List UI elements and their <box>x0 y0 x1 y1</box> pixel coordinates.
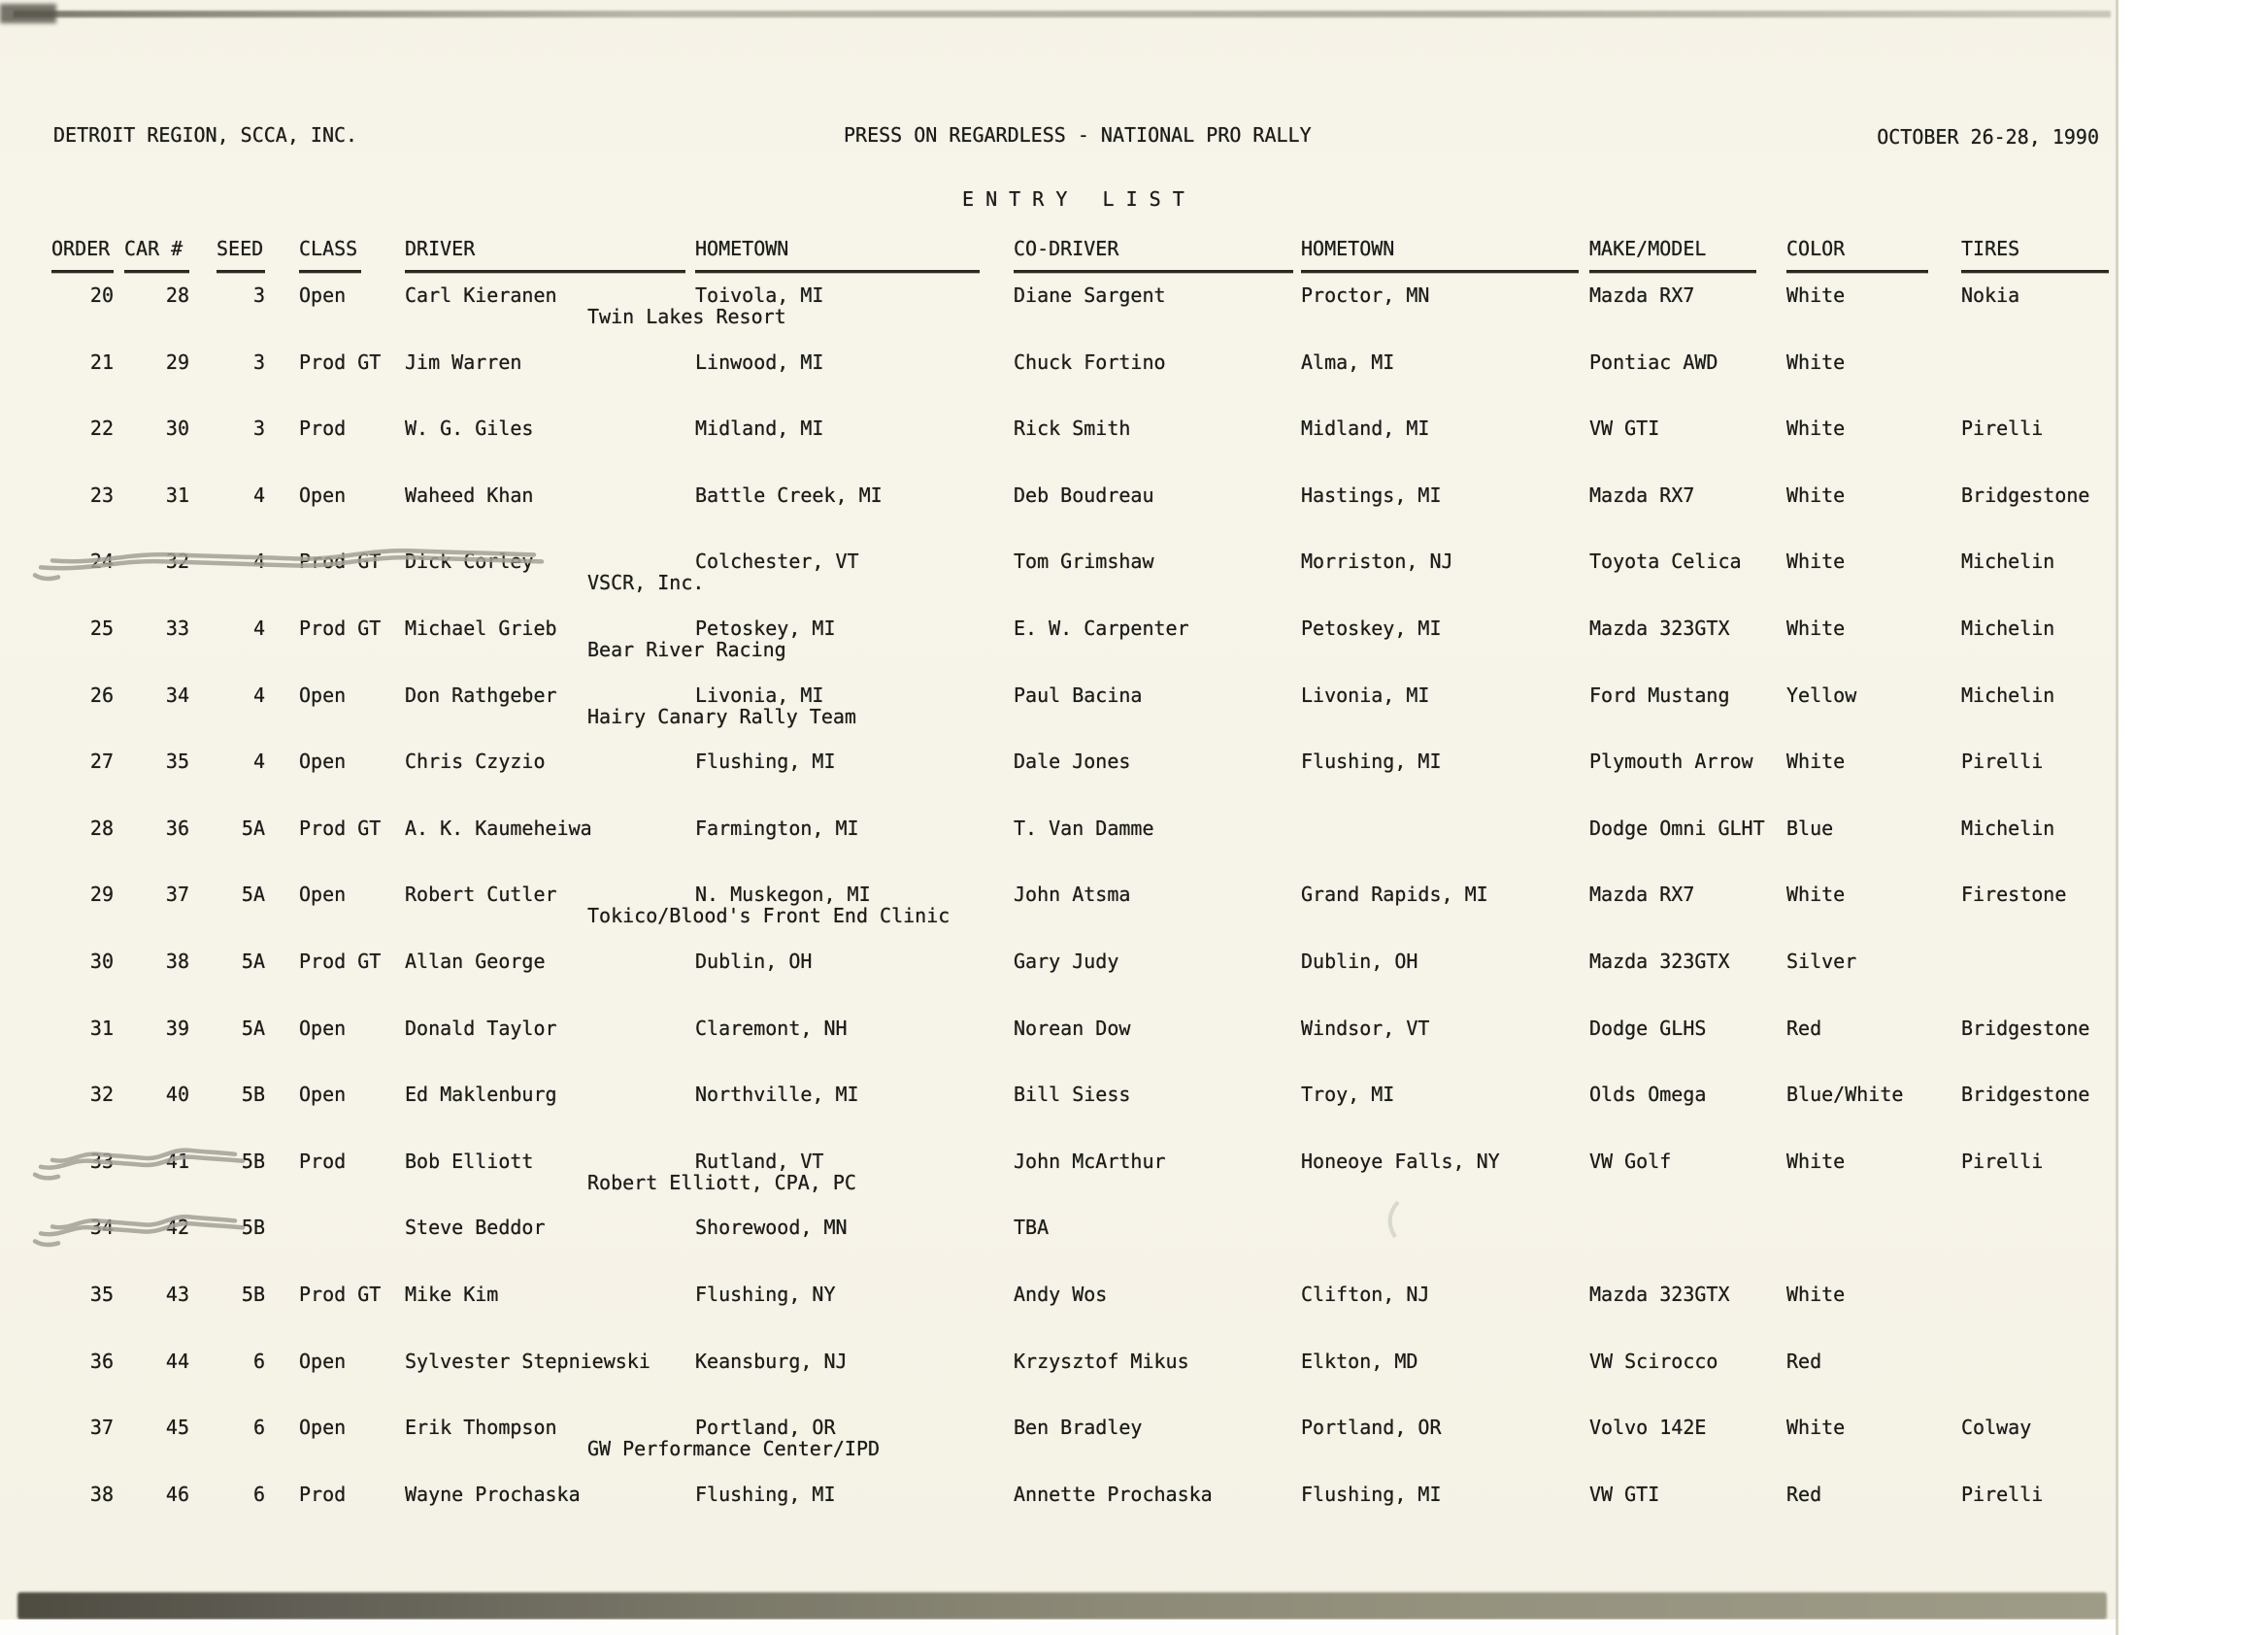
cell-hometown: Farmington, MI <box>695 816 859 840</box>
column-underline-seed <box>217 270 265 273</box>
cell-order: 20 <box>89 284 114 307</box>
table-row <box>0 883 2118 931</box>
table-row <box>0 950 2118 998</box>
cell-make: VW Scirocco <box>1589 1349 1718 1373</box>
cell-codriver: John Atsma <box>1014 883 1131 907</box>
cell-class: Open <box>299 284 347 307</box>
cell-seed: 5A <box>241 950 265 973</box>
cell-color: Yellow <box>1786 683 1857 707</box>
column-header-tires: TIRES <box>1961 237 2020 260</box>
cell-tires: Michelin <box>1961 683 2055 707</box>
cell-car: 35 <box>165 750 189 774</box>
cell-co_hometown: Livonia, MI <box>1301 683 1430 707</box>
cell-seed: 5A <box>241 1016 265 1040</box>
cell-order: 35 <box>89 1283 114 1306</box>
cell-driver: Chris Czyzio <box>405 750 546 774</box>
cell-driver: Robert Cutler <box>405 883 557 907</box>
cell-hometown: Northville, MI <box>695 1083 859 1107</box>
cell-co_hometown: Elkton, MD <box>1301 1349 1418 1373</box>
cell-tires: Nokia <box>1961 284 2020 307</box>
cell-hometown: Flushing, NY <box>695 1283 836 1306</box>
table-row <box>0 1350 2118 1398</box>
cell-order: 37 <box>89 1416 114 1440</box>
cell-class: Prod GT <box>299 1283 382 1306</box>
cell-class: Prod <box>299 1482 347 1506</box>
cell-color: Blue <box>1786 816 1834 840</box>
scan-artifact-top-edge <box>14 11 2111 17</box>
cell-hometown: Colchester, VT <box>695 550 859 574</box>
cell-class: Prod GT <box>299 350 382 374</box>
cell-car: 40 <box>165 1083 189 1107</box>
cell-driver: Ed Maklenburg <box>405 1083 557 1107</box>
cell-car: 31 <box>165 483 189 507</box>
cell-car: 34 <box>165 683 189 707</box>
cell-seed: 5B <box>241 1083 265 1107</box>
cell-make: Mazda RX7 <box>1589 483 1695 507</box>
cell-seed: 3 <box>252 350 265 374</box>
table-row <box>0 1483 2118 1531</box>
cell-color: White <box>1786 1416 1846 1440</box>
cell-hometown: Toivola, MI <box>695 284 824 307</box>
team-sponsor-line: Bear River Racing <box>587 638 786 661</box>
cell-hometown: Rutland, VT <box>695 1149 824 1173</box>
column-underline-hometown <box>695 270 980 273</box>
cell-hometown: Shorewood, MN <box>695 1216 848 1240</box>
cell-driver: W. G. Giles <box>405 417 534 441</box>
cell-driver: Allan George <box>405 950 546 973</box>
cell-driver: Sylvester Stepniewski <box>405 1349 650 1373</box>
cell-class: Open <box>299 683 347 707</box>
cell-order: 36 <box>89 1349 114 1373</box>
table-row <box>0 550 2118 598</box>
cell-order: 38 <box>89 1482 114 1506</box>
cell-make: VW GTI <box>1589 417 1660 441</box>
cell-hometown: Battle Creek, MI <box>695 483 883 507</box>
team-sponsor-line: Twin Lakes Resort <box>587 305 786 328</box>
cell-make: Mazda 323GTX <box>1589 1283 1730 1306</box>
cell-class: Open <box>299 1416 347 1440</box>
cell-codriver: Andy Wos <box>1014 1283 1108 1306</box>
cell-order: 32 <box>89 1083 114 1107</box>
cell-co_hometown: Portland, OR <box>1301 1416 1442 1440</box>
cell-class: Prod GT <box>299 617 382 640</box>
table-row <box>0 1017 2118 1065</box>
cell-co_hometown: Hastings, MI <box>1301 483 1442 507</box>
table-row <box>0 750 2118 798</box>
cell-make: Volvo 142E <box>1589 1416 1707 1440</box>
cell-car: 41 <box>165 1149 189 1173</box>
cell-seed: 5B <box>241 1283 265 1306</box>
cell-driver: Jim Warren <box>405 350 522 374</box>
cell-codriver: Rick Smith <box>1014 417 1131 441</box>
cell-make: Mazda RX7 <box>1589 284 1695 307</box>
cell-codriver: Deb Boudreau <box>1014 483 1154 507</box>
column-underline-driver <box>405 270 685 273</box>
cell-co_hometown: Windsor, VT <box>1301 1016 1430 1040</box>
cell-class: Open <box>299 1349 347 1373</box>
cell-driver: Carl Kieranen <box>405 284 557 307</box>
cell-color: White <box>1786 1149 1846 1173</box>
cell-driver: Dick Corley <box>405 550 534 574</box>
document-org: DETROIT REGION, SCCA, INC. <box>53 123 358 147</box>
cell-codriver: Norean Dow <box>1014 1016 1131 1040</box>
cell-tires: Michelin <box>1961 816 2055 840</box>
cell-order: 25 <box>89 617 114 640</box>
cell-make: VW GTI <box>1589 1482 1660 1506</box>
cell-make: Ford Mustang <box>1589 683 1730 707</box>
cell-car: 32 <box>165 550 189 574</box>
cell-driver: Mike Kim <box>405 1283 499 1306</box>
cell-class: Open <box>299 750 347 774</box>
cell-car: 29 <box>165 350 189 374</box>
cell-tires: Firestone <box>1961 883 2067 907</box>
cell-color: White <box>1786 350 1846 374</box>
table-row <box>0 350 2118 399</box>
cell-car: 42 <box>165 1216 189 1240</box>
cell-class: Prod GT <box>299 816 382 840</box>
cell-codriver: John McArthur <box>1014 1149 1166 1173</box>
cell-color: Blue/White <box>1786 1083 1904 1107</box>
cell-seed: 6 <box>252 1416 265 1440</box>
cell-hometown: Flushing, MI <box>695 1482 836 1506</box>
cell-seed: 4 <box>252 483 265 507</box>
table-row <box>0 484 2118 532</box>
team-sponsor-line: Hairy Canary Rally Team <box>587 704 856 728</box>
cell-hometown: Livonia, MI <box>695 683 824 707</box>
cell-make: Mazda RX7 <box>1589 883 1695 907</box>
cell-make: Toyota Celica <box>1589 550 1742 574</box>
cell-seed: 5B <box>241 1216 265 1240</box>
cell-class: Open <box>299 883 347 907</box>
cell-car: 36 <box>165 816 189 840</box>
cell-order: 30 <box>89 950 114 973</box>
cell-codriver: Annette Prochaska <box>1014 1482 1213 1506</box>
cell-make: VW Golf <box>1589 1149 1672 1173</box>
column-header-codriver: CO-DRIVER <box>1014 237 1119 260</box>
cell-order: 24 <box>89 550 114 574</box>
cell-driver: Steve Beddor <box>405 1216 546 1240</box>
cell-color: White <box>1786 417 1846 441</box>
cell-make: Dodge GLHS <box>1589 1016 1707 1040</box>
column-underline-codriver <box>1014 270 1293 273</box>
cell-driver: Bob Elliott <box>405 1149 534 1173</box>
cell-seed: 5A <box>241 816 265 840</box>
cell-driver: A. K. Kaumeheiwa <box>405 816 592 840</box>
table-header-row <box>0 237 2118 276</box>
cell-car: 45 <box>165 1416 189 1440</box>
cell-co_hometown: Proctor, MN <box>1301 284 1430 307</box>
table-row <box>0 1416 2118 1464</box>
cell-codriver: T. Van Damme <box>1014 816 1154 840</box>
table-row <box>0 284 2118 332</box>
column-header-co_hometown: HOMETOWN <box>1301 237 1395 260</box>
table-row <box>0 1150 2118 1198</box>
cell-codriver: TBA <box>1014 1216 1050 1240</box>
team-sponsor-line: GW Performance Center/IPD <box>587 1437 881 1461</box>
cell-co_hometown: Morriston, NJ <box>1301 550 1453 574</box>
entry-list-title: E N T R Y L I S T <box>962 187 1184 211</box>
cell-tires: Pirelli <box>1961 417 2044 441</box>
cell-color: White <box>1786 550 1846 574</box>
column-header-driver: DRIVER <box>405 237 476 260</box>
cell-car: 30 <box>165 417 189 441</box>
cell-codriver: Diane Sargent <box>1014 284 1166 307</box>
table-row <box>0 417 2118 465</box>
cell-car: 28 <box>165 284 189 307</box>
cell-tires: Bridgestone <box>1961 1083 2090 1107</box>
team-sponsor-line: VSCR, Inc. <box>587 571 705 595</box>
cell-class: Prod GT <box>299 550 382 574</box>
cell-class: Prod GT <box>299 950 382 973</box>
cell-car: 43 <box>165 1283 189 1306</box>
cell-order: 26 <box>89 683 114 707</box>
cell-car: 33 <box>165 617 189 640</box>
cell-make: Mazda 323GTX <box>1589 950 1730 973</box>
cell-tires: Michelin <box>1961 617 2055 640</box>
cell-class: Open <box>299 1083 347 1107</box>
column-underline-color <box>1786 270 1928 273</box>
cell-hometown: Flushing, MI <box>695 750 836 774</box>
cell-order: 29 <box>89 883 114 907</box>
cell-order: 27 <box>89 750 114 774</box>
cell-make: Pontiac AWD <box>1589 350 1718 374</box>
cell-seed: 5B <box>241 1149 265 1173</box>
cell-co_hometown: Flushing, MI <box>1301 1482 1442 1506</box>
cell-make: Plymouth Arrow <box>1589 750 1753 774</box>
cell-driver: Don Rathgeber <box>405 683 557 707</box>
cell-co_hometown: Midland, MI <box>1301 417 1430 441</box>
cell-seed: 4 <box>252 683 265 707</box>
column-header-class: CLASS <box>299 237 358 260</box>
column-underline-make <box>1589 270 1756 273</box>
column-header-make: MAKE/MODEL <box>1589 237 1707 260</box>
cell-seed: 4 <box>252 750 265 774</box>
cell-make: Dodge Omni GLHT <box>1589 816 1765 840</box>
cell-order: 21 <box>89 350 114 374</box>
cell-seed: 5A <box>241 883 265 907</box>
cell-seed: 6 <box>252 1482 265 1506</box>
cell-color: Red <box>1786 1016 1822 1040</box>
column-header-order: ORDER <box>51 237 111 260</box>
cell-car: 46 <box>165 1482 189 1506</box>
paper-edge-right <box>2116 0 2118 1635</box>
cell-codriver: Gary Judy <box>1014 950 1119 973</box>
cell-codriver: Ben Bradley <box>1014 1416 1143 1440</box>
cell-driver: Erik Thompson <box>405 1416 557 1440</box>
cell-make: Olds Omega <box>1589 1083 1707 1107</box>
cell-color: White <box>1786 883 1846 907</box>
cell-hometown: Claremont, NH <box>695 1016 848 1040</box>
cell-tires: Pirelli <box>1961 1149 2044 1173</box>
cell-tires: Colway <box>1961 1416 2032 1440</box>
cell-tires: Pirelli <box>1961 750 2044 774</box>
cell-codriver: E. W. Carpenter <box>1014 617 1189 640</box>
cell-tires: Bridgestone <box>1961 483 2090 507</box>
cell-order: 33 <box>89 1149 114 1173</box>
cell-codriver: Paul Bacina <box>1014 683 1143 707</box>
cell-class: Prod <box>299 417 347 441</box>
document-event: PRESS ON REGARDLESS - NATIONAL PRO RALLY <box>844 123 1312 147</box>
cell-co_hometown: Troy, MI <box>1301 1083 1395 1107</box>
cell-seed: 6 <box>252 1349 265 1373</box>
table-row <box>0 817 2118 865</box>
cell-color: White <box>1786 483 1846 507</box>
table-row <box>0 617 2118 665</box>
cell-codriver: Bill Siess <box>1014 1083 1131 1107</box>
column-underline-class <box>299 270 361 273</box>
column-underline-co_hometown <box>1301 270 1579 273</box>
cell-codriver: Chuck Fortino <box>1014 350 1166 374</box>
cell-driver: Michael Grieb <box>405 617 557 640</box>
team-sponsor-line: Tokico/Blood's Front End Clinic <box>587 904 951 928</box>
cell-color: Silver <box>1786 950 1857 973</box>
cell-co_hometown: Dublin, OH <box>1301 950 1418 973</box>
cell-co_hometown: Petoskey, MI <box>1301 617 1442 640</box>
cell-color: Red <box>1786 1482 1822 1506</box>
cell-co_hometown: Alma, MI <box>1301 350 1395 374</box>
cell-class: Open <box>299 1016 347 1040</box>
cell-order: 34 <box>89 1216 114 1240</box>
cell-hometown: N. Muskegon, MI <box>695 883 871 907</box>
cell-codriver: Dale Jones <box>1014 750 1131 774</box>
cell-class: Open <box>299 483 347 507</box>
cell-seed: 3 <box>252 417 265 441</box>
cell-order: 31 <box>89 1016 114 1040</box>
cell-seed: 4 <box>252 550 265 574</box>
cell-color: Red <box>1786 1349 1822 1373</box>
cell-codriver: Tom Grimshaw <box>1014 550 1154 574</box>
column-header-car: CAR # <box>124 237 183 260</box>
document-date: OCTOBER 26-28, 1990 <box>1877 125 2099 149</box>
cell-hometown: Midland, MI <box>695 417 824 441</box>
table-row <box>0 684 2118 732</box>
cell-hometown: Dublin, OH <box>695 950 813 973</box>
column-header-hometown: HOMETOWN <box>695 237 789 260</box>
cell-make: Mazda 323GTX <box>1589 617 1730 640</box>
cell-color: White <box>1786 617 1846 640</box>
table-row <box>0 1083 2118 1131</box>
cell-codriver: Krzysztof Mikus <box>1014 1349 1189 1373</box>
cell-car: 38 <box>165 950 189 973</box>
cell-seed: 3 <box>252 284 265 307</box>
column-header-seed: SEED <box>217 237 264 260</box>
cell-driver: Waheed Khan <box>405 483 534 507</box>
column-header-color: COLOR <box>1786 237 1846 260</box>
cell-co_hometown: Flushing, MI <box>1301 750 1442 774</box>
cell-co_hometown: Grand Rapids, MI <box>1301 883 1488 907</box>
column-underline-car <box>124 270 189 273</box>
scan-artifact-bottom-strip <box>0 1619 2118 1635</box>
cell-order: 22 <box>89 417 114 441</box>
cell-seed: 4 <box>252 617 265 640</box>
cell-car: 44 <box>165 1349 189 1373</box>
cell-hometown: Linwood, MI <box>695 350 824 374</box>
cell-tires: Pirelli <box>1961 1482 2044 1506</box>
cell-color: White <box>1786 284 1846 307</box>
cell-order: 23 <box>89 483 114 507</box>
cell-class: Prod <box>299 1149 347 1173</box>
cell-color: White <box>1786 750 1846 774</box>
cell-hometown: Keansburg, NJ <box>695 1349 848 1373</box>
team-sponsor-line: Robert Elliott, CPA, PC <box>587 1170 856 1194</box>
table-row <box>0 1216 2118 1264</box>
table-row <box>0 1283 2118 1331</box>
cell-co_hometown: Clifton, NJ <box>1301 1283 1430 1306</box>
cell-driver: Donald Taylor <box>405 1016 557 1040</box>
cell-co_hometown: Honeoye Falls, NY <box>1301 1149 1500 1173</box>
column-underline-order <box>51 270 114 273</box>
cell-hometown: Portland, OR <box>695 1416 836 1440</box>
cell-car: 39 <box>165 1016 189 1040</box>
column-underline-tires <box>1961 270 2109 273</box>
cell-driver: Wayne Prochaska <box>405 1482 581 1506</box>
cell-car: 37 <box>165 883 189 907</box>
cell-color: White <box>1786 1283 1846 1306</box>
scan-artifact-corner <box>0 4 56 23</box>
cell-order: 28 <box>89 816 114 840</box>
scan-artifact-bottom-edge <box>17 1592 2107 1619</box>
cell-hometown: Petoskey, MI <box>695 617 836 640</box>
cell-tires: Bridgestone <box>1961 1016 2090 1040</box>
cell-tires: Michelin <box>1961 550 2055 574</box>
